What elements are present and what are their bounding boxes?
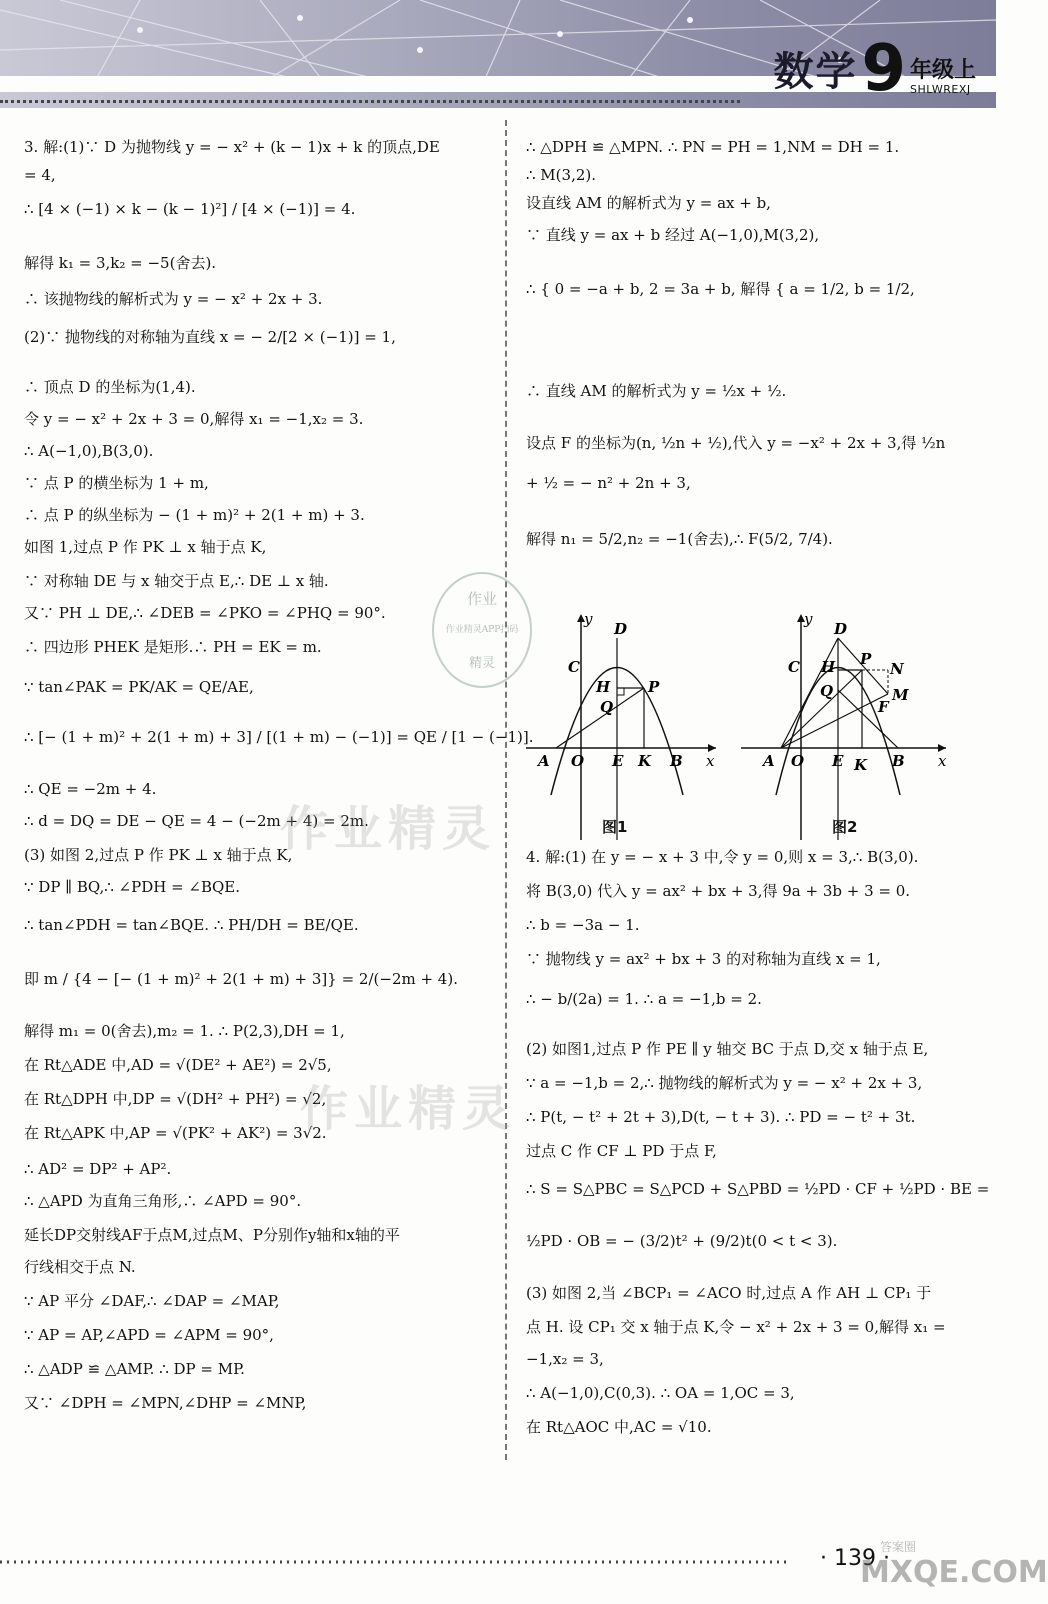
fig1-label-P: P bbox=[648, 678, 660, 696]
text-line: ∴ △ADP ≌ △AMP. ∴ DP = MP. bbox=[24, 1360, 245, 1378]
text-line: ∵ 直线 y = ax + b 经过 A(−1,0),M(3,2), bbox=[526, 226, 820, 244]
text-line: ∴ S = S△PBC = S△PCD + S△PBD = ½PD · CF + ½PD · BE = bbox=[526, 1180, 990, 1198]
text-line: + ½ = − n² + 2n + 3, bbox=[526, 474, 691, 492]
fig2-label-H: H bbox=[821, 658, 836, 676]
text-line: ∴ 顶点 D 的坐标为(1,4). bbox=[24, 378, 196, 396]
fig2-label-Q: Q bbox=[820, 682, 834, 700]
text-line: 又∵ PH ⊥ DE,∴ ∠DEB = ∠PKO = ∠PHQ = 90°. bbox=[24, 604, 386, 622]
text-line: −1,x₂ = 3, bbox=[526, 1350, 604, 1368]
text-line: ∴ P(t, − t² + 2t + 3),D(t, − t + 3). ∴ PD = − t² + 3t. bbox=[526, 1108, 916, 1126]
watermark-1: 作业精灵 bbox=[280, 801, 497, 857]
stamp-bottom: 精灵 bbox=[468, 656, 495, 671]
text-line: 在 Rt△DPH 中,DP = √(DH² + PH²) = √2, bbox=[24, 1090, 327, 1108]
text-line: 设直线 AM 的解析式为 y = ax + b, bbox=[526, 194, 771, 212]
text-line: ∴ − b/(2a) = 1. ∴ a = −1,b = 2. bbox=[526, 990, 762, 1008]
text-line: (2) 如图1,过点 P 作 PE ∥ y 轴交 BC 于点 D,交 x 轴于点 E, bbox=[526, 1040, 929, 1058]
text-line: (3) 如图 2,过点 P 作 PK ⊥ x 轴于点 K, bbox=[24, 846, 293, 864]
text-line: ∴ △DPH ≌ △MPN. ∴ PN = PH = 1,NM = DH = 1. bbox=[526, 138, 900, 156]
text-line: ∵ AP = AP,∠APD = ∠APM = 90°, bbox=[24, 1326, 274, 1344]
fig2-label-E: E bbox=[832, 752, 844, 770]
fig2-label-N: N bbox=[890, 660, 904, 678]
fig2-caption: 图2 bbox=[832, 818, 858, 836]
text-line: 又∵ ∠DPH = ∠MPN,∠DHP = ∠MNP, bbox=[24, 1394, 307, 1412]
text-line: = 4, bbox=[24, 166, 56, 184]
fig1-label-B: B bbox=[670, 752, 683, 770]
text-line: 在 Rt△AOC 中,AC = √10. bbox=[526, 1418, 712, 1436]
site-watermark-small: 答案圈 bbox=[880, 1540, 917, 1554]
text-line: ∵ tan∠PAK = PK/AK = QE/AE, bbox=[24, 678, 254, 696]
text-line: ∴ 直线 AM 的解析式为 y = ½x + ½. bbox=[526, 382, 787, 400]
fig1-label-A: A bbox=[538, 752, 550, 770]
book-code: SHLWREXJ bbox=[909, 83, 971, 96]
text-line: 设点 F 的坐标为(n, ½n + ½),代入 y = −x² + 2x + 3,得 ½n bbox=[526, 434, 946, 452]
fig1-label-K: K bbox=[638, 752, 652, 770]
page-number: · 139 · bbox=[820, 1546, 890, 1571]
stamp-seal bbox=[432, 572, 532, 688]
fig1-label-O: O bbox=[571, 752, 585, 770]
text-line: (3) 如图 2,当 ∠BCP₁ = ∠ACO 时,过点 A 作 AH ⊥ CP₁ 于 bbox=[526, 1284, 932, 1302]
text-line: 点 H. 设 CP₁ 交 x 轴于点 K,令 − x² + 2x + 3 = 0,解得 x₁ = bbox=[526, 1318, 946, 1336]
fig2-label-M: M bbox=[892, 686, 909, 704]
text-line: 4. 解:(1) 在 y = − x + 3 中,令 y = 0,则 x = 3,∴ B(3,0). bbox=[526, 848, 919, 866]
header-dotted-rule bbox=[0, 100, 740, 107]
figure-1 bbox=[526, 610, 716, 840]
fig1-label-C: C bbox=[568, 658, 580, 676]
text-line: ∴ A(−1,0),C(0,3). ∴ OA = 1,OC = 3, bbox=[526, 1384, 795, 1402]
stamp-top: 作业 bbox=[466, 590, 497, 608]
text-line: 如图 1,过点 P 作 PK ⊥ x 轴于点 K, bbox=[24, 538, 267, 556]
text-line: ∴ d = DQ = DE − QE = 4 − (−2m + 4) = 2m. bbox=[24, 812, 369, 830]
text-line: 解得 k₁ = 3,k₂ = −5(舍去). bbox=[24, 254, 217, 272]
text-line: 在 Rt△APK 中,AP = √(PK² + AK²) = 3√2. bbox=[24, 1124, 327, 1142]
text-line: ∵ DP ∥ BQ,∴ ∠PDH = ∠BQE. bbox=[24, 878, 241, 896]
figure-2 bbox=[741, 610, 947, 840]
text-line: ∵ 抛物线 y = ax² + bx + 3 的对称轴为直线 x = 1, bbox=[526, 950, 881, 968]
text-line: 令 y = − x² + 2x + 3 = 0,解得 x₁ = −1,x₂ = 3. bbox=[24, 410, 364, 428]
text-line: ∵ 点 P 的横坐标为 1 + m, bbox=[24, 474, 209, 492]
text-line: 延长DP交射线AF于点M,过点M、P分别作y轴和x轴的平 bbox=[24, 1226, 400, 1244]
text-line: ∴ [− (1 + m)² + 2(1 + m) + 3] / [(1 + m) − (−1)] = QE / [1 − (−1)]. bbox=[24, 728, 534, 746]
fig2-label-O: O bbox=[791, 752, 805, 770]
text-line: ∵ 对称轴 DE 与 x 轴交于点 E,∴ DE ⊥ x 轴. bbox=[24, 572, 329, 590]
text-line: 将 B(3,0) 代入 y = ax² + bx + 3,得 9a + 3b + 3 = 0. bbox=[526, 882, 911, 900]
fig2-label-y: y bbox=[804, 610, 813, 628]
site-watermark: MXQE.COM bbox=[860, 1555, 1048, 1590]
book-brand bbox=[773, 32, 976, 106]
text-line: 在 Rt△ADE 中,AD = √(DE² + AE²) = 2√5, bbox=[24, 1056, 332, 1074]
fig1-label-E: E bbox=[612, 752, 624, 770]
fig2-label-F: F bbox=[878, 698, 889, 716]
fig1-label-D: D bbox=[614, 620, 628, 638]
text-line: ∴ 四边形 PHEK 是矩形.∴ PH = EK = m. bbox=[24, 638, 322, 656]
watermark-2: 作业精灵 bbox=[300, 1081, 517, 1137]
fig2-label-K: K bbox=[854, 756, 868, 774]
text-line: (2)∵ 抛物线的对称轴为直线 x = − 2/[2 × (−1)] = 1, bbox=[24, 328, 396, 346]
fig2-label-D: D bbox=[834, 620, 848, 638]
text-line: ∴ A(−1,0),B(3,0). bbox=[24, 442, 154, 460]
fig2-label-B: B bbox=[892, 752, 905, 770]
grade-label: 年级上 bbox=[909, 58, 976, 83]
text-line: ∴ 点 P 的纵坐标为 − (1 + m)² + 2(1 + m) + 3. bbox=[24, 506, 365, 524]
text-line: 解得 m₁ = 0(舍去),m₂ = 1. ∴ P(2,3),DH = 1, bbox=[24, 1022, 345, 1040]
text-line: ∴ △APD 为直角三角形,∴ ∠APD = 90°. bbox=[24, 1192, 302, 1210]
text-line: ∵ a = −1,b = 2,∴ 抛物线的解析式为 y = − x² + 2x + 3, bbox=[526, 1074, 923, 1092]
fig1-label-Q: Q bbox=[600, 698, 614, 716]
text-line: ∴ [4 × (−1) × k − (k − 1)²] / [4 × (−1)] = 4. bbox=[24, 200, 356, 218]
text-line: ∴ M(3,2). bbox=[526, 166, 596, 184]
text-line: 解得 n₁ = 5/2,n₂ = −1(舍去),∴ F(5/2, 7/4). bbox=[526, 530, 833, 548]
fig1-caption: 图1 bbox=[602, 818, 628, 836]
text-line: 过点 C 作 CF ⊥ PD 于点 F, bbox=[526, 1142, 717, 1160]
fig1-label-x: x bbox=[706, 752, 715, 770]
fig1-label-y: y bbox=[584, 610, 593, 628]
text-line: ∴ AD² = DP² + AP². bbox=[24, 1160, 172, 1178]
text-line: ∵ AP 平分 ∠DAF,∴ ∠DAP = ∠MAP, bbox=[24, 1292, 280, 1310]
figures bbox=[526, 610, 966, 860]
column-divider bbox=[505, 120, 507, 1460]
text-line: ∴ QE = −2m + 4. bbox=[24, 780, 157, 798]
header-banner bbox=[0, 0, 996, 108]
fig2-label-x: x bbox=[938, 752, 947, 770]
text-line: 3. 解:(1)∵ D 为抛物线 y = − x² + (k − 1)x + k 的顶点,DE bbox=[24, 138, 440, 156]
fig2-label-A: A bbox=[763, 752, 775, 770]
text-line: 行线相交于点 N. bbox=[24, 1258, 136, 1276]
text-line: ∴ tan∠PDH = tan∠BQE. ∴ PH/DH = BE/QE. bbox=[24, 916, 359, 934]
stamp-mid: 作业精灵APP扫码 bbox=[445, 625, 519, 635]
fig2-label-C: C bbox=[788, 658, 800, 676]
text-line: ∴ { 0 = −a + b, 2 = 3a + b, 解得 { a = 1/2, b = 1/2, bbox=[526, 280, 915, 298]
text-line: ∴ 该抛物线的解析式为 y = − x² + 2x + 3. bbox=[24, 290, 323, 308]
fig1-label-H: H bbox=[596, 678, 611, 696]
subject-title: 数学 bbox=[773, 49, 858, 95]
text-line: 即 m / {4 − [− (1 + m)² + 2(1 + m) + 3]} = 2/(−2m + 4). bbox=[24, 970, 458, 988]
grade-number: 9 bbox=[861, 32, 906, 106]
figure-graphs bbox=[526, 610, 966, 860]
text-line: ½PD · OB = − (3/2)t² + (9/2)t(0 < t < 3). bbox=[526, 1232, 838, 1250]
text-line: ∴ b = −3a − 1. bbox=[526, 916, 640, 934]
fig2-label-P: P bbox=[860, 650, 872, 668]
